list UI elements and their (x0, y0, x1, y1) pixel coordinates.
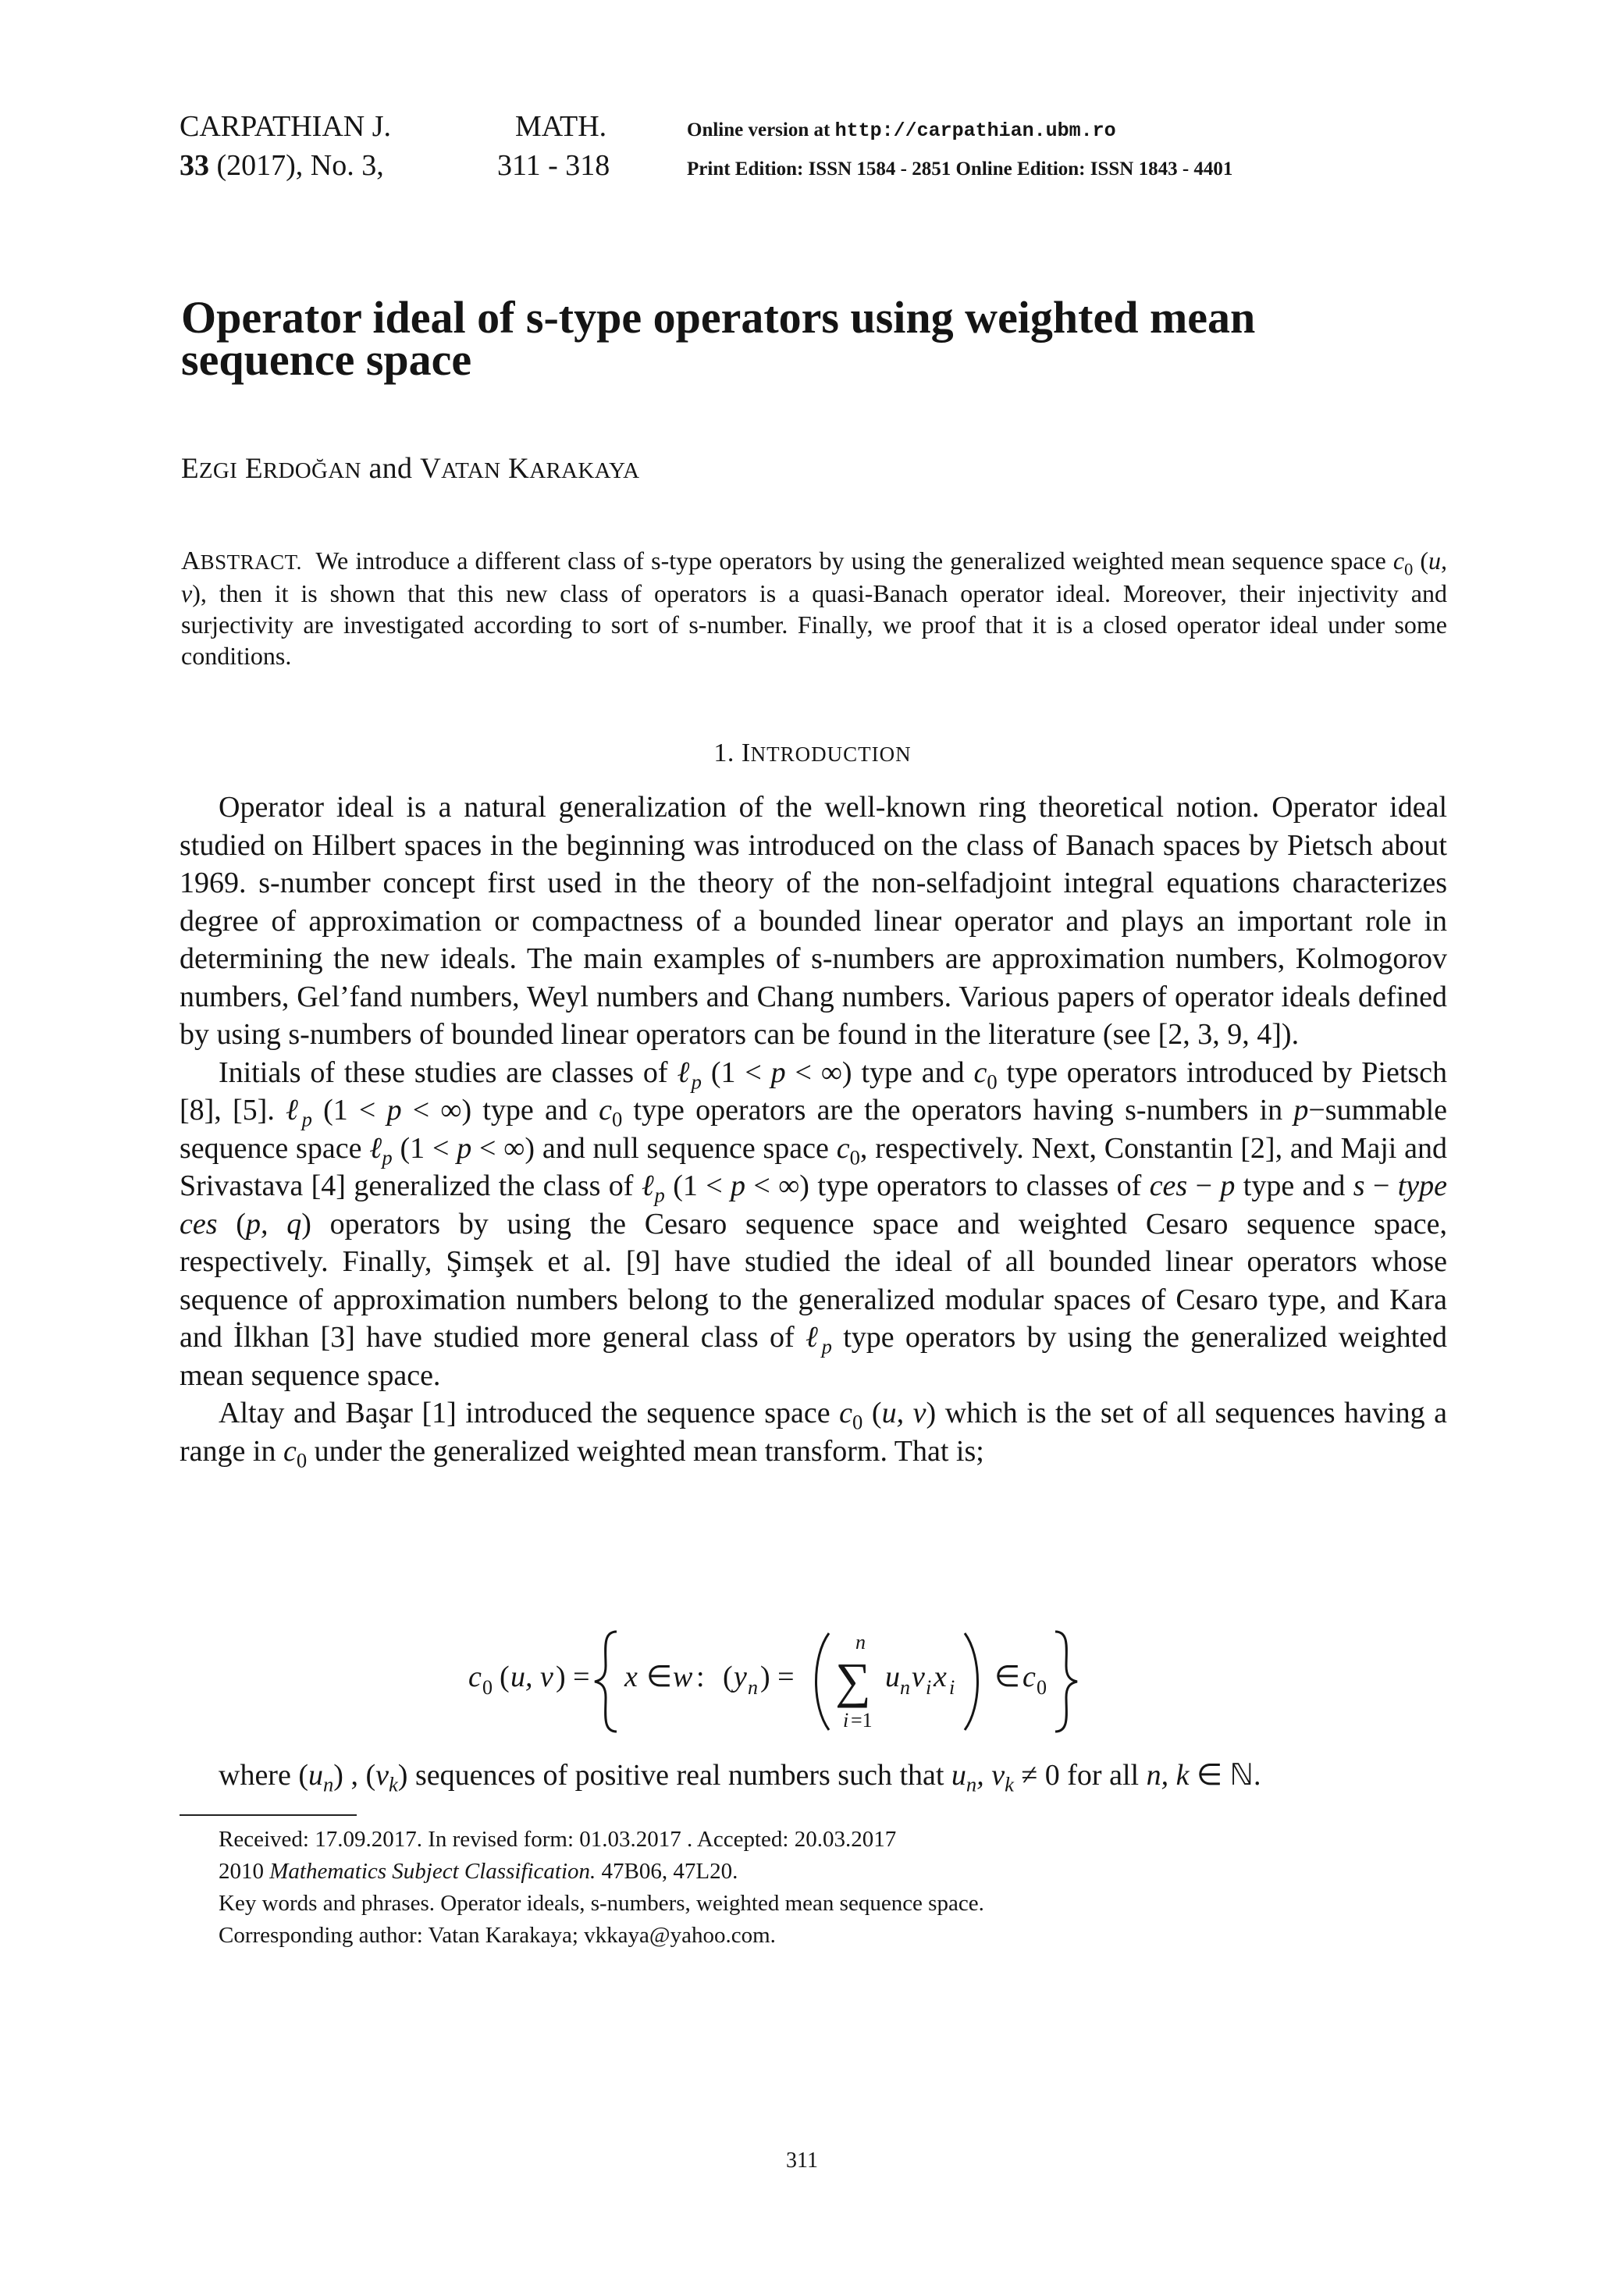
svg-text:(: ( (723, 1661, 733, 1693)
svg-text:(: ( (500, 1661, 510, 1693)
journal-left: CARPATHIAN J. (180, 110, 391, 143)
authors: EZGI ERDOĞAN and VATAN KARAKAYA (181, 452, 640, 485)
title-line-2: sequence space (181, 334, 472, 385)
svg-text:i: i (843, 1709, 849, 1732)
svg-text:u, v: u, v (510, 1661, 553, 1693)
section-heading: 1. INTRODUCTION (713, 739, 912, 767)
received-dates: Received: 17.09.2017. In revised form: 01.03.2017 . Accepted: 20.03.2017 (219, 1827, 897, 1852)
journal-math: MATH. (515, 110, 607, 143)
abstract-text-1: We introduce a different class of s-type operators by using the generalized weighted mean sequence space (315, 546, 1386, 575)
body-text (180, 788, 1447, 1470)
svg-text:i: i (949, 1676, 955, 1699)
title-line-1: Operator ideal of s-type operators using weighted mean (181, 292, 1256, 343)
svg-text:) =: ) = (760, 1661, 795, 1693)
svg-text:) =: ) = (556, 1661, 590, 1693)
msc-classification: 2010 Mathematics Subject Classification. 47B06, 47L20. (219, 1859, 738, 1884)
svg-text:=1: =1 (851, 1709, 873, 1732)
display-formula (468, 1625, 1171, 1735)
svg-text:∑: ∑ (835, 1653, 871, 1708)
paper-title (181, 292, 1430, 385)
svg-text:c: c (468, 1661, 482, 1693)
abstract-text-2: , then it is shown that this new class of operators is a quasi-Banach operator ideal. Moreover, their injectivity and surjectivity are investigated according to sort of s-number. Finally, we proof that it is a closed operator ideal under some conditions. (181, 579, 1447, 670)
page-number: 311 (786, 2148, 818, 2173)
keywords: Key words and phrases. Operator ideals, s-numbers, weighted mean sequence space. (219, 1891, 984, 1916)
authors-and: and (368, 452, 413, 485)
year-issue: (2017), No. 3, (216, 149, 384, 182)
svg-text:i: i (926, 1676, 932, 1699)
corresponding-author: Corresponding author: Vatan Karakaya; vkkaya@yahoo.com. (219, 1923, 776, 1948)
online-url[interactable]: http://carpathian.ubm.ro (834, 119, 1116, 142)
svg-text:n: n (900, 1676, 910, 1699)
svg-text:0: 0 (482, 1676, 493, 1699)
page-range: 311 - 318 (497, 149, 610, 182)
svg-text:∈: ∈ (994, 1661, 1021, 1693)
online-prefix: Online version at (687, 119, 835, 141)
formula-graphic (468, 1625, 1171, 1735)
svg-text:∈: ∈ (646, 1661, 673, 1693)
footnotes (219, 1824, 984, 1952)
journal-name (180, 106, 391, 147)
paragraph-3: Altay and Başar [1] introduced the sequence space $c_0$ (u, v) which is the set of all sequences having a range in $c_0$ under the generalized weighted mean transform. That is; (180, 1397, 1448, 1472)
svg-text:n: n (748, 1676, 758, 1699)
issn-line: Print Edition: ISSN 1584 - 2851 Online Edition: ISSN 1843 - 4401 (687, 158, 1233, 180)
paragraph-2: Initials of these studies are classes of ℓ$_p$ (1 < p < ∞) type and $c_0$ type operators introduced by Pietsch [8], [5]. ℓ$_p$ (1 < p < ∞) type and $c_0$ type operators are the operators having s-numbers in p−summable sequence space ℓ$_p$ (1 < p < ∞) and null sequence space $c_0$, respectively. Next, Constantin [2], and Maji and Srivastava [4] generalized the class of ℓ$_p$ (1 < p < ∞) type operators to classes of ces − p type and s − type ces (p, q) operators by using the Cesaro sequence space and weighted Cesaro sequence space, respectively. Finally, Şimşek et al. [9] have studied the ideal of all bounded linear operators whose sequence of approximation numbers belong to the generalized modular spaces of Cesaro type, and Kara and İlkhan [3] have studied more general class of ℓ$_p$ type operators by using the generalized weighted mean sequence space. (180, 1055, 1448, 1392)
svg-text:u: u (885, 1661, 900, 1693)
footnote-rule (180, 1814, 357, 1816)
online-version (687, 110, 1116, 151)
where-line: where $(u_n)$ , $(v_k)$ sequences of positive real numbers such that $u_n$, $v_k \ne 0$ for all n, k ∈ ℕ. (219, 1759, 1261, 1796)
abstract-math-c0uv: $c_0$ (u, v) (181, 546, 1448, 607)
svg-text:x: x (624, 1661, 638, 1693)
svg-text::: : (696, 1661, 705, 1693)
volume-number: 33 (180, 149, 209, 182)
svg-text:y: y (734, 1661, 747, 1693)
abstract-label-cap: A (181, 546, 201, 575)
svg-text:0: 0 (1037, 1676, 1047, 1699)
svg-text:c: c (1023, 1661, 1036, 1693)
abstract-label-rest: BSTRACT. (200, 550, 302, 574)
paragraph-1: Operator ideal is a natural generalization of the well-known ring theoretical notion. Operator ideal studied on Hilbert spaces in the beginning was introduced on the class of Banach spaces by Pietsch about 1969. s-number concept first used in the theory of the non-selfadjoint integral equations characterizes degree of approximation or compactness of a bounded linear operator and plays an important role in determining the new ideals. The main examples of s-numbers are approximation numbers, Kolmogorov numbers, Gel’fand numbers, Weyl numbers and Chang numbers. Various papers of operator ideals defined by using s-numbers of bounded linear operators can be found in the literature (see [2, 3, 9, 4]). (180, 791, 1447, 1051)
volume-line (180, 145, 384, 186)
svg-text:n: n (855, 1631, 866, 1653)
svg-text:v: v (912, 1661, 925, 1693)
abstract (181, 545, 1447, 671)
svg-text:w: w (673, 1661, 693, 1693)
svg-text:x: x (934, 1661, 947, 1693)
